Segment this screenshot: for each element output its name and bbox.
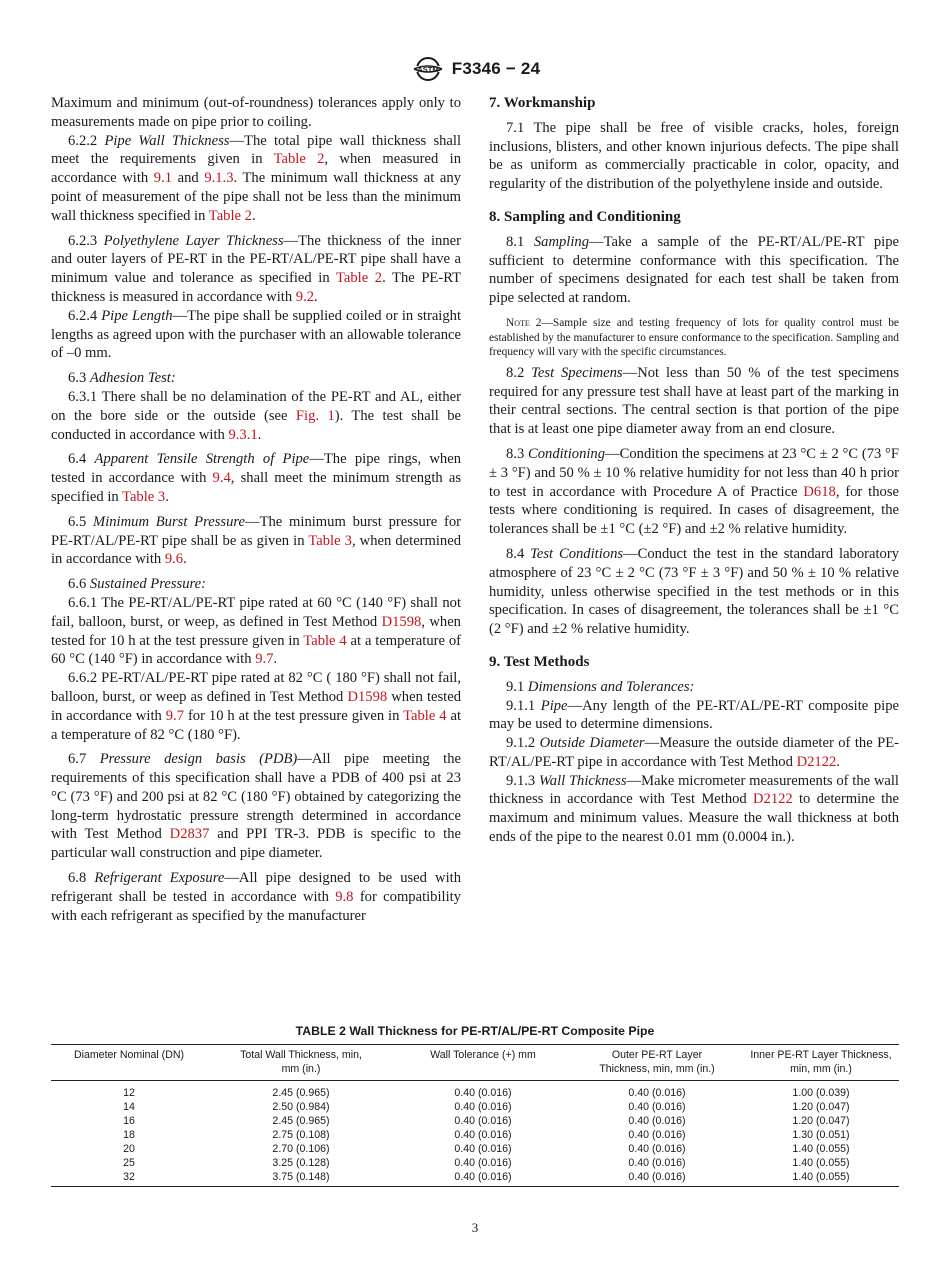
header-wall-tolerance: Wall Tolerance (+) mm [430, 1049, 536, 1061]
table-cell: 1.30 (0.051) [792, 1129, 850, 1141]
paragraph-6-3-1: 6.3.1 There shall be no delamination of the PE-RT and AL, either on the bore side or the outside (see Fig. 1). The test shall be conducted in accordance with 9.3.1. [51, 388, 462, 443]
table-2 [51, 1024, 899, 1187]
link-table-2[interactable]: Table 2 [335, 270, 383, 287]
paragraph-6-2-2: 6.2.2 Pipe Wall Thickness—The total pipe wall thickness shall meet the requirements given in Table 2, when measured in accordance with 9.1 and 9.1.3. The minimum wall thickness at any point of measurement of the pipe shall not be less than the minimum wall thickness specified in Table 2. [51, 132, 462, 224]
table-cell: 3.75 (0.148) [272, 1171, 330, 1183]
link-d1598[interactable]: D1598 [381, 613, 422, 630]
paragraph-9-1-3: 9.1.3 Wall Thickness—Make micrometer measurements of the wall thickness in accordance with Test Method D2122 to determine the maximum and minimum values. Measure the wall thickness at both ends of the pipe to the nearest 0.01 mm (0.0004 in.). [489, 772, 899, 846]
table-cell: 25 [123, 1157, 135, 1169]
paragraph-6-7: 6.7 Pressure design basis (PDB)—All pipe meeting the requirements of this specification shall have a PDB of 400 psi at 23 °C (73 °F) and 200 psi at 82 °C (180 °F) obtained by categorizing the long-term hydrostatic pressure strength determined in accordance with Test Method D2837 and PPI TR-3. PDB is specific to the particular wall construction and pipe diameter. [51, 751, 461, 862]
link-fig-1[interactable]: Fig. 1 [295, 407, 335, 424]
link-9-7[interactable]: 9.7 [165, 707, 184, 724]
link-d2122[interactable]: D2122 [752, 791, 793, 808]
paragraph-6-2-3: 6.2.3 Polyethylene Layer Thickness—The thickness of the inner and outer layers of PE-RT in the PE-RT/AL/PE-RT pipe shall have a minimum value and tolerance as specified in Table 2. The PE-RT thickness is measured in accordance with 9.2. [51, 232, 461, 305]
link-table-2[interactable]: Table 2 [273, 151, 325, 168]
link-9-7[interactable]: 9.7 [255, 651, 274, 668]
table-cell: 0.40 (0.016) [454, 1157, 512, 1169]
table-cell: 2.70 (0.106) [272, 1143, 330, 1155]
table-cell: 20 [123, 1143, 135, 1155]
header-inner-layer: Inner PE-RT Layer Thickness, min, mm (in.) [750, 1049, 892, 1075]
table-row [51, 1128, 899, 1142]
link-9-1-3[interactable]: 9.1.3 [204, 170, 234, 187]
table-row [51, 1081, 899, 1101]
header-outer-layer: Outer PE-RT Layer Thickness, min, mm (in.) [599, 1049, 715, 1075]
table-row [51, 1170, 899, 1187]
table-row [51, 1156, 899, 1170]
table-cell: 12 [123, 1087, 135, 1099]
link-d1598[interactable]: D1598 [347, 688, 388, 705]
table-cell: 1.40 (0.055) [792, 1157, 850, 1169]
table-cell: 2.75 (0.108) [272, 1129, 330, 1141]
section-heading-8: 8. Sampling and Conditioning [489, 208, 681, 225]
paragraph-8-1: 8.1 Sampling—Take a sample of the PE-RT/AL/PE-RT pipe sufficient to determine conformance with this specification. The number of specimens designated for each test shall be taken from pipe selected at random. [489, 233, 899, 307]
link-9-3-1[interactable]: 9.3.1 [228, 426, 258, 443]
table-cell: 0.40 (0.016) [628, 1143, 686, 1155]
table-header-row [51, 1045, 899, 1081]
table-cell: 1.40 (0.055) [792, 1143, 850, 1155]
right-column [489, 94, 899, 847]
table-cell: 0.40 (0.016) [454, 1129, 512, 1141]
link-table-3[interactable]: Table 3 [122, 488, 166, 505]
link-table-4[interactable]: Table 4 [303, 632, 347, 649]
section-heading-9: 9. Test Methods [489, 653, 590, 670]
table-row [51, 1142, 899, 1156]
paragraph-6-8: 6.8 Refrigerant Exposure—All pipe designed to be used with refrigerant shall be tested in accordance with 9.8 for compatibility with each refrigerant as specified by the manufacturer [51, 870, 461, 924]
paragraph-6-2-1-cont: Maximum and minimum (out-of-roundness) tolerances apply only to measurements made on pipe prior to coiling. [51, 95, 461, 130]
paragraph-8-3: 8.3 Conditioning—Condition the specimens at 23 °C ± 2 °C (73 °F ± 3 °F) and 50 % ± 10 % relative humidity for not less than 40 h prior to test in accordance with Procedure A of Practice D618, for those tests where conditioning is required. In cases of disagreement, the tolerances shall be ±1 °C (±2 °F) and ±2 % relative humidity. [489, 445, 899, 538]
link-table-3[interactable]: Table 3 [308, 532, 352, 549]
table-cell: 2.45 (0.965) [272, 1087, 330, 1099]
paragraph-9-1: 9.1 Dimensions and Tolerances: [506, 678, 695, 695]
paragraph-9-1-1: 9.1.1 Pipe—Any length of the PE-RT/AL/PE-RT composite pipe may be used to determine dimensions. [489, 697, 899, 733]
paragraph-6-6-1: 6.6.1 The PE-RT/AL/PE-RT pipe rated at 60 °C (140 °F) shall not fail, balloon, burst, or weep, as defined in Test Method D1598, when tested for 10 h at the test pressure given in Table 4 at a temperature of 60 °C (140 °F) in accordance with 9.7. [51, 594, 461, 668]
link-table-2[interactable]: Table 2 [208, 207, 252, 224]
table-title: TABLE 2 Wall Thickness for PE-RT/AL/PE-RT Composite Pipe [295, 1024, 655, 1038]
table-cell: 18 [123, 1129, 135, 1141]
paragraph-6-3: 6.3 Adhesion Test: [68, 370, 176, 387]
paragraph-8-4: 8.4 Test Conditions—Conduct the test in the standard laboratory atmosphere of 23 °C ± 2 °C (73 °F ± 3 °F) and 50 % ± 10 % relative humidity, unless otherwise specified in the test methods or in this specification. In cases of disagreement, the tolerances shall be ±1 °C (2 °F) and ±2 % relative humidity. [489, 545, 899, 638]
table-cell: 1.20 (0.047) [792, 1101, 850, 1113]
table-row [51, 1100, 899, 1114]
table-cell: 0.40 (0.016) [628, 1129, 686, 1141]
table-cell: 32 [123, 1171, 135, 1183]
table-cell: 0.40 (0.016) [628, 1087, 686, 1099]
table-cell: 1.40 (0.055) [792, 1171, 850, 1183]
svg-text:ASTM: ASTM [417, 65, 439, 75]
table-cell: 1.20 (0.047) [792, 1115, 850, 1127]
header-total-wall-thickness: Total Wall Thickness, min, mm (in.) [240, 1049, 362, 1075]
paragraph-6-6-2: 6.6.2 PE-RT/AL/PE-RT pipe rated at 82 °C ( 180 °F) shall not fail, balloon, burst, or weep as defined in Test Method D1598 when tested in accordance with 9.7 for 10 h at the test pressure given in Table 4 at a temperature of 82 °C (180 °F). [51, 670, 462, 743]
paragraph-6-4: 6.4 Apparent Tensile Strength of Pipe—The pipe rings, when tested in accordance with 9.4, shall meet the minimum strength as specified in Table 3. [51, 451, 462, 505]
paragraph-8-2: 8.2 Test Specimens—Not less than 50 % of the test specimens required for any pressure test shall have at least part of the marking in their central sections. The central section is that portion of the pipe that is at least one pipe diameter away from an end closure. [489, 364, 900, 438]
left-column [51, 94, 461, 925]
astm-logo-icon [410, 56, 446, 82]
page-number: 3 [471, 1220, 479, 1235]
link-9-6[interactable]: 9.6 [164, 551, 184, 568]
table-cell: 0.40 (0.016) [628, 1171, 686, 1183]
link-9-2[interactable]: 9.2 [295, 288, 315, 305]
table-cell: 0.40 (0.016) [628, 1157, 686, 1169]
link-9-8[interactable]: 9.8 [335, 888, 354, 905]
table-cell: 14 [123, 1101, 135, 1113]
table-cell: 0.40 (0.016) [454, 1171, 512, 1183]
paragraph-7-1: 7.1 The pipe shall be free of visible cracks, holes, foreign inclusions, blisters, and other known injurious defects. The pipe shall be as uniform as commercially practicable in color, opacity, and regularity of the distribution of the polyethylene inside and outside. [489, 119, 899, 193]
link-table-4[interactable]: Table 4 [403, 707, 447, 724]
paragraph-6-6: 6.6 Sustained Pressure: [68, 576, 206, 593]
table-cell: 1.00 (0.039) [792, 1087, 850, 1099]
table-cell: 0.40 (0.016) [454, 1115, 512, 1127]
table-cell: 0.40 (0.016) [628, 1101, 686, 1113]
section-heading-7: 7. Workmanship [489, 95, 596, 111]
paragraph-6-2-4: 6.2.4 Pipe Length—The pipe shall be supplied coiled or in straight lengths as agreed upon with the purchaser with an allowable tolerance of –0 mm. [51, 307, 462, 362]
link-d2122[interactable]: D2122 [796, 753, 837, 770]
header-diameter-nominal: Diameter Nominal (DN) [73, 1049, 185, 1061]
wall-thickness-table [51, 1044, 899, 1187]
link-d2837[interactable]: D2837 [169, 826, 210, 843]
page-header [0, 54, 950, 84]
table-cell: 0.40 (0.016) [454, 1087, 512, 1099]
table-cell: 2.50 (0.984) [272, 1101, 330, 1113]
document-designation: F3346 − 24 [451, 59, 541, 78]
table-cell: 16 [123, 1115, 135, 1127]
table-cell: 0.40 (0.016) [628, 1115, 686, 1127]
link-d618[interactable]: D618 [803, 483, 836, 500]
table-cell: 0.40 (0.016) [454, 1143, 512, 1155]
table-cell: 3.25 (0.128) [272, 1157, 330, 1169]
table-cell: 0.40 (0.016) [454, 1101, 512, 1113]
table-row [51, 1114, 899, 1128]
link-9-1[interactable]: 9.1 [153, 170, 173, 187]
paragraph-6-5: 6.5 Minimum Burst Pressure—The minimum burst pressure for PE-RT/AL/PE-RT pipe shall be as given in Table 3, when determined in accordance with 9.6. [51, 513, 462, 568]
link-9-4[interactable]: 9.4 [212, 470, 231, 487]
paragraph-9-1-2: 9.1.2 Outside Diameter—Measure the outside diameter of the PE-RT/AL/PE-RT pipe in accordance with Test Method D2122. [489, 735, 900, 770]
note-2: Note 2—Sample size and testing frequency of lots for quality control must be established by the manufacturer to ensure conformance to the specification. Sampling and frequency will vary with the specific circumstances. [489, 316, 899, 359]
table-cell: 2.45 (0.965) [272, 1115, 330, 1127]
